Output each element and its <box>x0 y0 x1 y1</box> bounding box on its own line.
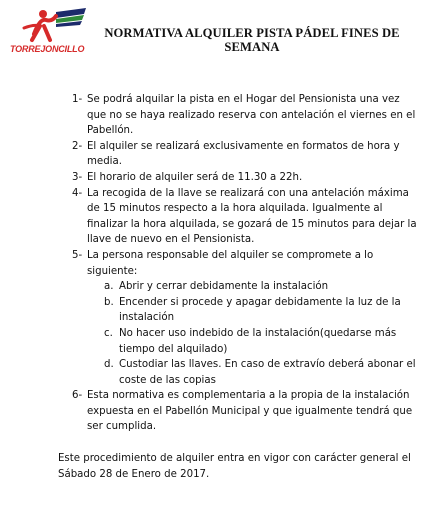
item-text: Esta normativa es complementaria a la propia de la instalación expuesta en el Pabellón Municipal y que igualmente tendrá que ser cumplida. <box>87 390 413 433</box>
sub-list-item <box>72 279 418 295</box>
page-title: NORMATIVA ALQUILER PISTA PÁDEL FINES DE SEMANA <box>104 26 400 54</box>
item-number: 6- <box>72 390 83 402</box>
list-item <box>72 388 418 435</box>
list-item <box>72 248 418 279</box>
logo-emblem-icon <box>10 4 90 48</box>
sub-item-letter: a. <box>104 281 114 293</box>
item-number: 3- <box>72 171 83 183</box>
sub-list-item <box>72 357 418 388</box>
sub-item-letter: c. <box>104 327 113 339</box>
list-item <box>72 186 418 248</box>
item-text: La recogida de la llave se realizará con una antelación máxima de 15 minutos respecto a la hora alquilada. Igualmente al finalizar la hora alquilada, se gozará de 15 minutos para dejar la llave de nuevo en el Pensionista. <box>87 187 417 246</box>
effective-date-note: Este procedimiento de alquiler entra en vigor con carácter general el Sábado 28 de Enero de 2017. <box>58 453 411 480</box>
item-text: Se podrá alquilar la pista en el Hogar del Pensionista una vez que no se haya realizado reserva con antelación el viernes en el Pabellón. <box>87 94 416 137</box>
sub-list-item <box>72 295 418 326</box>
sub-item-letter: b. <box>104 296 114 308</box>
logo-text: TORREJONCILLO <box>10 44 85 54</box>
sub-item-text: Custodiar las llaves. En caso de extravío deberá abonar el coste de las copias <box>119 359 416 386</box>
sub-list-item <box>72 326 418 357</box>
item-number: 4- <box>72 187 83 199</box>
sub-item-text: No hacer uso indebido de la instalación(quedarse más tiempo del alquilado) <box>119 327 397 355</box>
sub-item-letter: d. <box>104 359 114 371</box>
list-item <box>72 139 418 170</box>
item-text: La persona responsable del alquiler se compromete a lo siguiente: <box>87 249 374 277</box>
item-number: 1- <box>72 94 83 105</box>
item-number: 2- <box>72 140 83 152</box>
sub-item-text: Abrir y cerrar debidamente la instalación <box>119 281 329 293</box>
sub-item-text: Encender si procede y apagar debidamente la luz de la instalación <box>119 296 401 324</box>
list-item <box>72 92 418 139</box>
item-text: El alquiler se realizará exclusivamente en formatos de hora y media. <box>87 140 400 168</box>
rules-list <box>72 92 418 435</box>
item-text: El horario de alquiler será de 11.30 a 22h. <box>87 171 303 183</box>
list-item <box>72 170 418 186</box>
logo <box>10 4 90 62</box>
item-number: 5- <box>72 249 83 261</box>
